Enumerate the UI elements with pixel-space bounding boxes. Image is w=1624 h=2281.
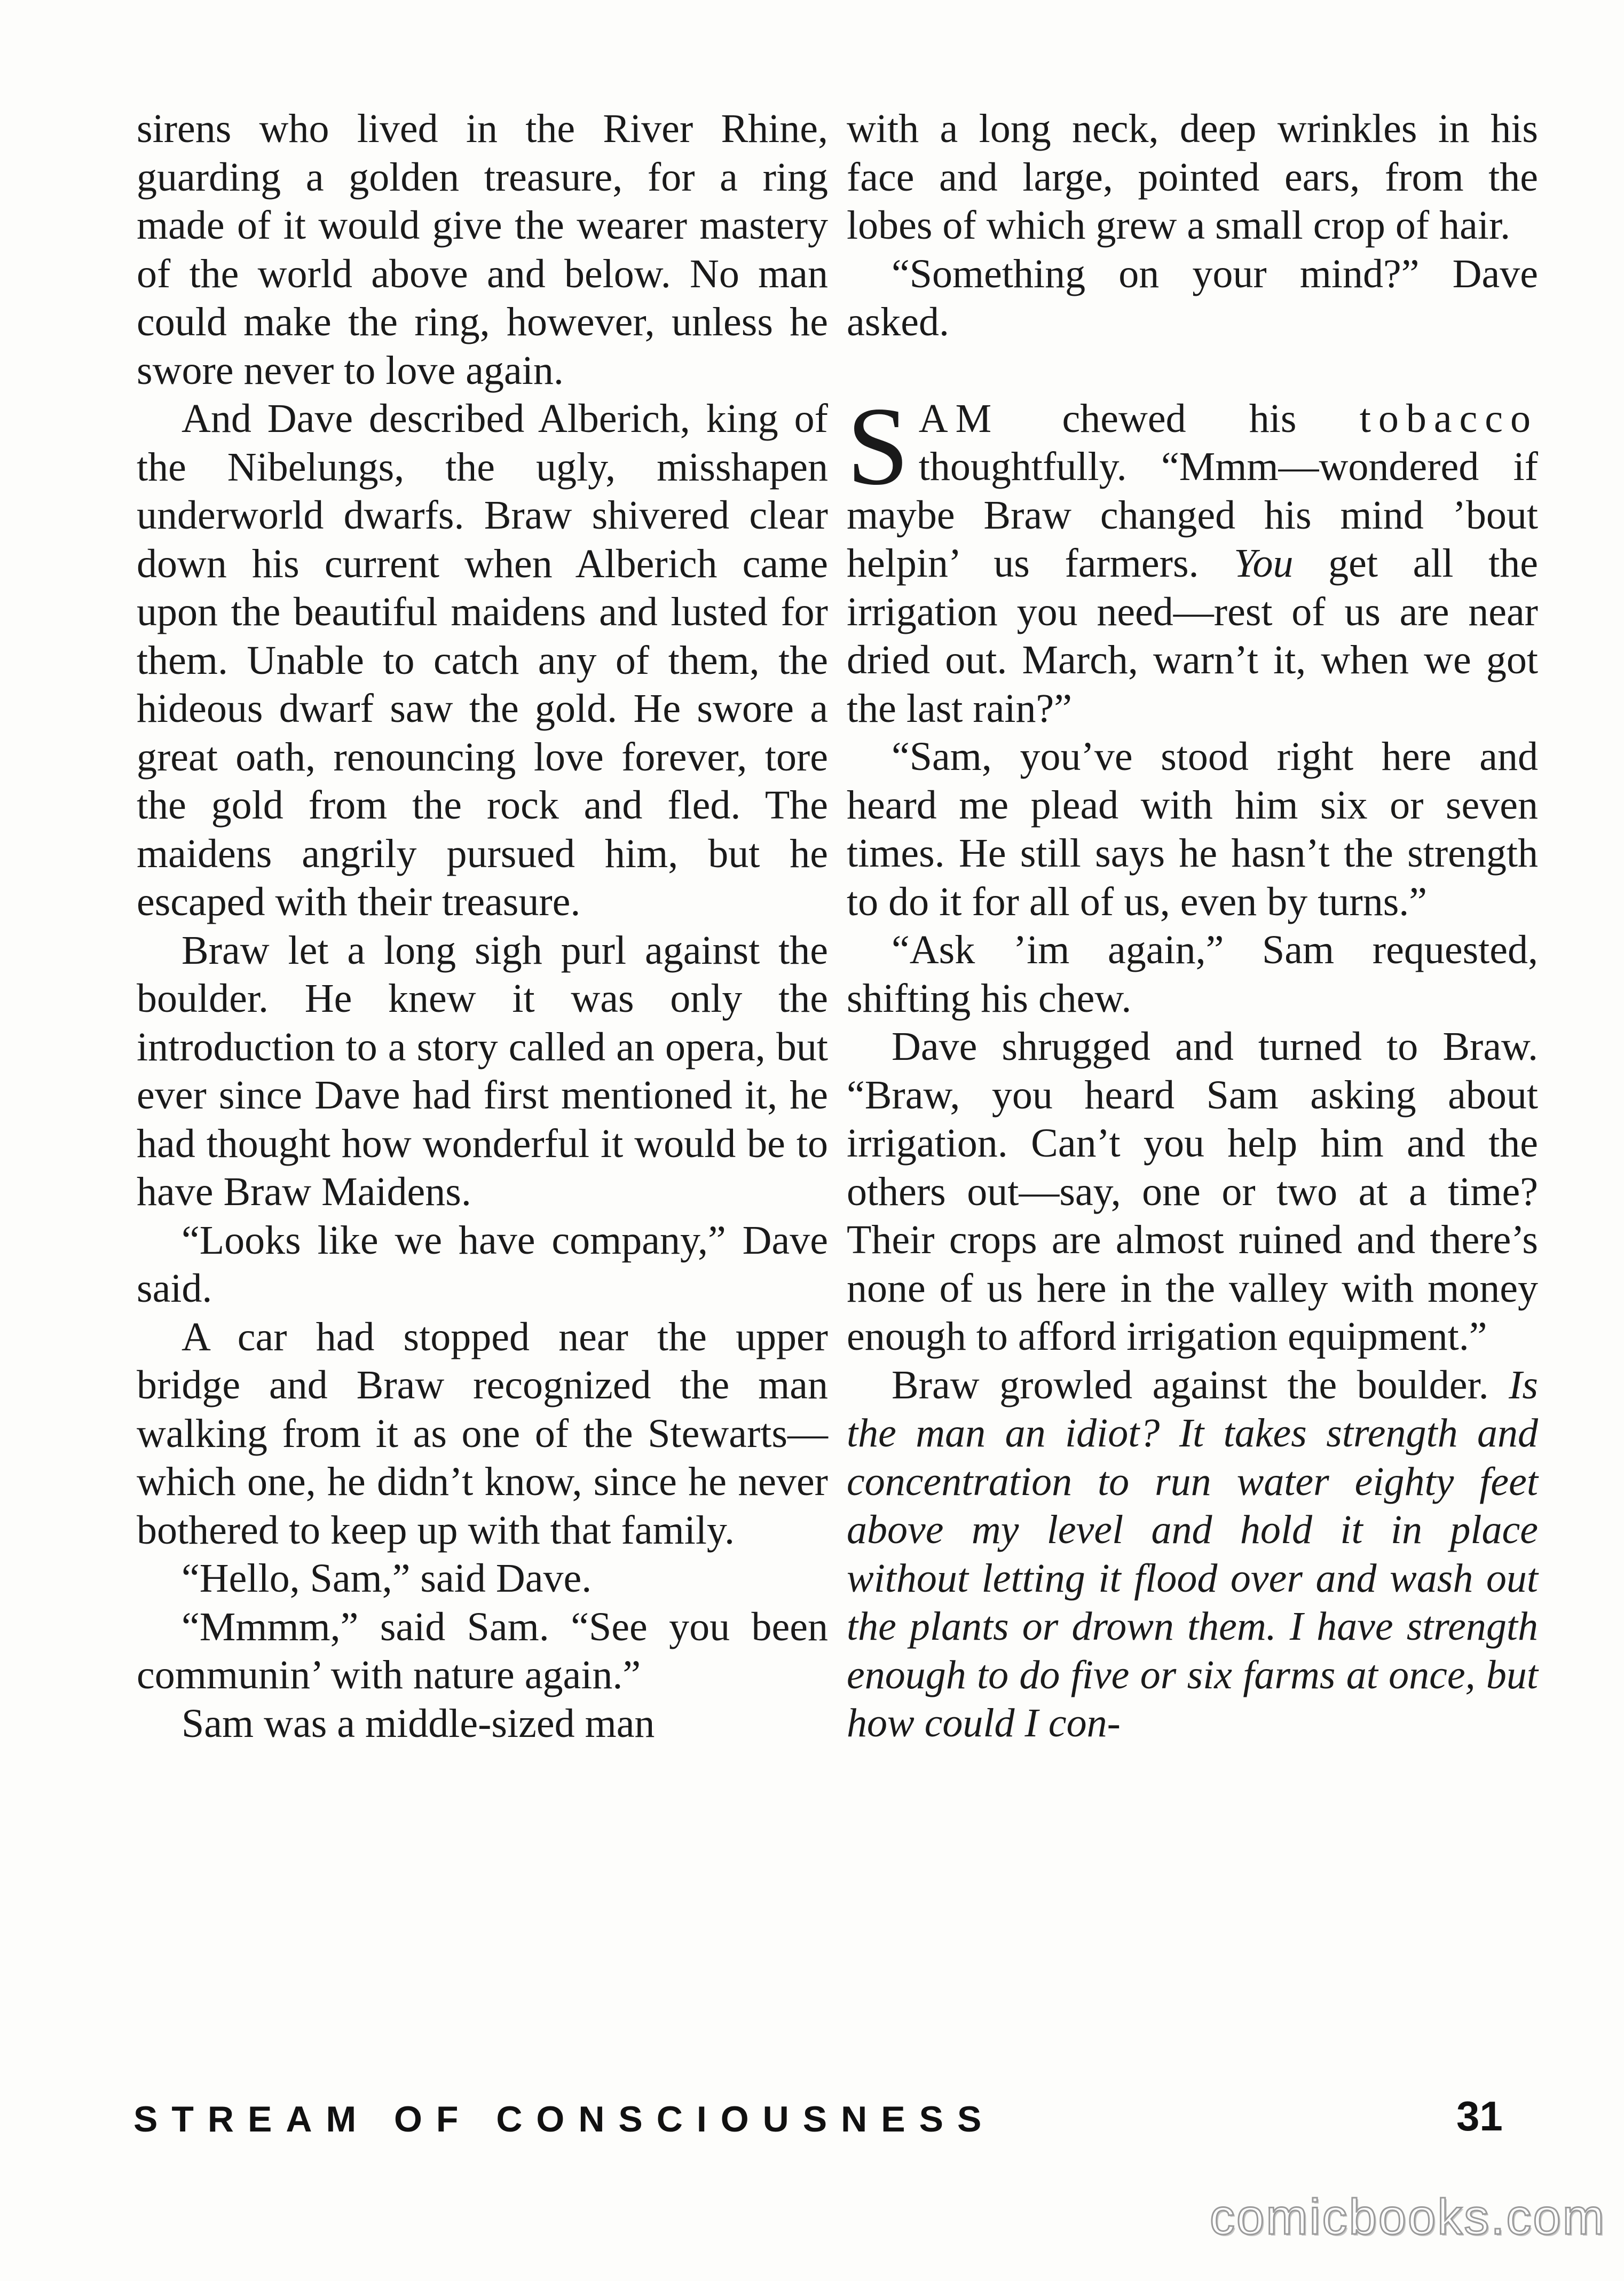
spaced-word: tobacco	[1359, 396, 1539, 441]
text-run: get all the irrigation you need—rest of us are near dried out. March, warn’t it, when we got the last rain?”	[847, 541, 1538, 731]
text-run: Braw growled against the boulder.	[892, 1362, 1489, 1407]
small-caps-run: AM	[918, 396, 999, 441]
page-number: 31	[1456, 2093, 1503, 2140]
paragraph: Braw let a long sigh purl against the boulder. He knew it was only the introduction to a story called an opera, but ever since Dave had first mentioned it, he had thought how wonderful it would be to have Braw Maidens.	[137, 927, 828, 1214]
running-footer-title: STREAM OF CONSCIOUSNESS	[133, 2099, 996, 2140]
paragraph	[847, 1361, 1538, 1748]
watermark: comicbooks.com	[1210, 2189, 1606, 2245]
paragraph: “Looks like we have company,” Dave said.	[137, 1217, 828, 1311]
paragraph: Sam was a middle-sized man	[182, 1701, 655, 1746]
drop-cap: S	[847, 384, 909, 508]
italic-thought: Is the man an idiot? It takes strength and concentration to run water eighty feet above my level and hold it in place without letting it flood over and wash out the plants or drown them. I have strength enough to do five or six farms at once, but how could I con-	[847, 1362, 1539, 1745]
paragraph: “Mmmm,” said Sam. “See you been communin’ with nature again.”	[137, 1604, 828, 1697]
paragraph: Dave shrugged and turned to Braw. “Braw, you heard Sam asking about irrigation. Can’t you help him and the others out—say, one or two at a time? Their crops are almost ruined and there’s none of us here in the valley with money enough to afford irrigation equipment.”	[847, 1024, 1538, 1359]
text-run: thoughtfully. “Mmm—wondered if maybe Braw changed his mind ’bout helpin’ us farmers.	[847, 444, 1538, 586]
paragraph: And Dave described Alberich, king of the Nibelungs, the ugly, misshapen underworld dwarfs. Braw shivered clear down his current when Alberich came upon the beautiful maidens and lusted for them. Unable to catch any of them, the hideous dwarf saw the gold. He swore a great oath, renouncing love forever, tore the gold from the rock and fled. The maidens angrily pursued him, but he escaped with their treasure.	[137, 396, 828, 924]
paragraph: sirens who lived in the River Rhine, guarding a golden treasure, for a ring made of it would give the wearer mastery of the world above and below. No man could make the ring, however, unless he swore never to love again.	[137, 106, 828, 393]
left-text-column	[137, 105, 828, 1748]
section-start-paragraph	[847, 384, 1539, 733]
emphasis: You	[1234, 541, 1294, 586]
right-text-column	[847, 105, 1538, 1748]
paragraph: with a long neck, deep wrinkles in his face and large, pointed ears, from the lobes of which grew a small crop of hair.	[847, 106, 1538, 248]
paragraph: A car had stopped near the upper bridge and Braw recognized the man walking from it as one of the Stewarts—which one, he didn’t know, since he never bothered to keep up with that family.	[137, 1314, 828, 1553]
paragraph: “Something on your mind?” Dave asked.	[847, 251, 1538, 344]
paragraph: “Sam, you’ve stood right here and heard me plead with him six or seven times. He still says he hasn’t the strength to do it for all of us, even by turns.”	[847, 734, 1538, 924]
paragraph: “Hello, Sam,” said Dave.	[182, 1556, 592, 1601]
paragraph: “Ask ’im again,” Sam requested, shifting his chew.	[847, 927, 1538, 1021]
text-run: chewed his	[1062, 396, 1297, 441]
